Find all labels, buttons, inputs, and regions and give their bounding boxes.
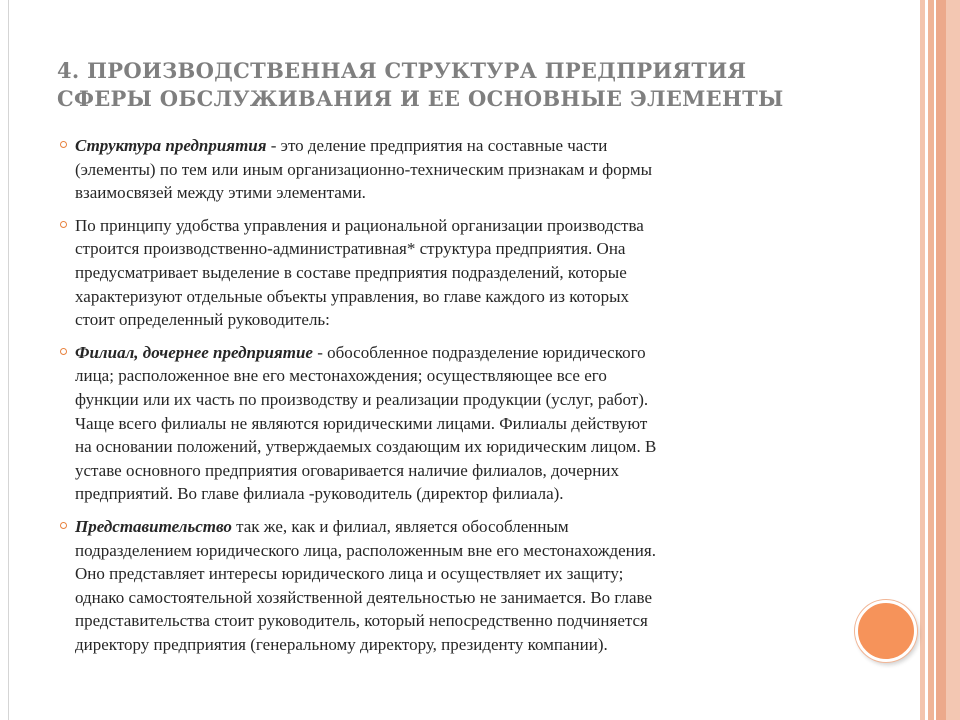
text-line: (элементы) по тем или иным организационно-техническим признакам и формы [75,159,653,179]
text-line: на основании положений, утверждаемых создающим их юридическим лицом. В [75,437,657,457]
list-item [60,134,832,205]
text-line: так же, как и филиал, является обособленным [231,516,569,536]
slide-title [57,57,837,113]
list-item [60,341,832,506]
text-line: - обособленное подразделение юридического [312,342,646,362]
term: Филиал, дочернее предприятие [75,342,313,362]
text-line: однако самостоятельной хозяйственной деятельностью не занимается. Во главе [75,587,653,607]
bullet-circle-icon [60,348,67,355]
text-line: Оно представляет интересы юридического лица и осуществляет их защиту; [75,564,624,584]
text-line: строится производственно-административная* структура предприятия. Она [75,239,626,259]
term: Представительство [75,516,232,536]
bullet-list [60,134,832,665]
text-line: уставе основного предприятия оговаривается наличие филиалов, дочерних [75,460,619,480]
list-item [60,515,832,657]
text-line: лица; расположенное вне его местонахождения; осуществляющее все его [75,366,607,386]
text-line: взаимосвязей между этими элементами. [75,183,366,203]
term: Структура предприятия [75,136,267,155]
text-line: директору предприятия (генеральному директору, президенту компании). [75,634,608,654]
text-line: характеризуют отдельные объекты управления, во главе каждого из которых [75,286,630,306]
text-line: По принципу удобства управления и рациональной организации производства [75,215,644,235]
slide-title-line-2: СФЕРЫ ОБСЛУЖИВАНИЯ И ЕЕ ОСНОВНЫЕ ЭЛЕМЕНТЫ [57,86,784,111]
text-line: предусматривает выделение в составе предприятия подразделений, которые [75,262,627,282]
bullet-circle-icon [60,522,67,529]
slide-title-line-1: 4. ПРОИЗВОДСТВЕННАЯ СТРУКТУРА ПРЕДПРИЯТИЯ [57,58,747,83]
text-line: представительства стоит руководитель, который непосредственно подчиняется [75,611,648,631]
text-line: Чаще всего филиалы не являются юридическими лицами. Филиалы действуют [75,413,648,433]
decorative-stripes [920,0,960,720]
text-line: функции или их часть по производству и реализации продукции (услуг, работ). [75,389,649,409]
text-line: стоит определенный руководитель: [75,310,330,330]
list-item [60,214,832,332]
left-frame-line [8,0,9,720]
decorative-circle [855,600,917,662]
bullet-circle-icon [60,141,67,148]
text-line: подразделением юридического лица, расположенным вне его местонахождения. [75,540,656,560]
bullet-circle-icon [60,221,67,228]
text-line: - это деление предприятия на составные части [266,136,608,155]
text-line: предприятий. Во главе филиала -руководитель (директор филиала). [75,484,564,504]
